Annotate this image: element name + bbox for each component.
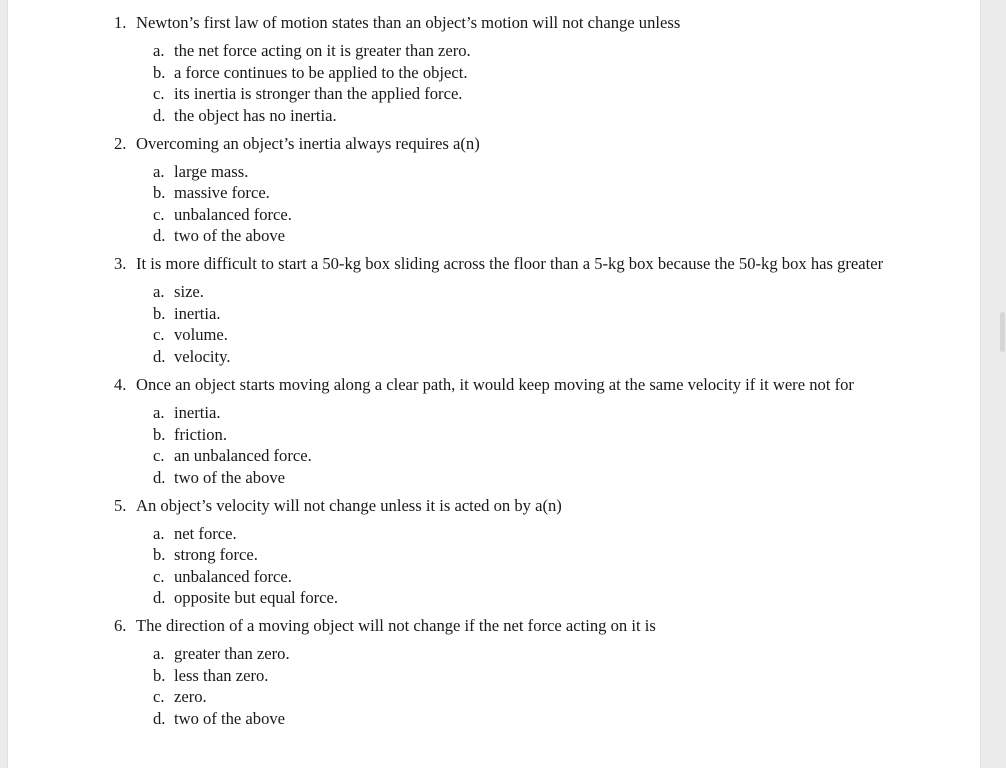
option-item[interactable] [153,303,904,325]
option-item[interactable] [153,40,904,62]
question-text: Newton’s first law of motion states than an object’s motion will not change unless [136,13,681,32]
option-text: the object has no inertia. [174,105,337,125]
option-letter: d. [153,226,166,246]
option-letter: c. [153,566,165,586]
option-item[interactable] [153,105,904,127]
option-text: two of the above [174,709,286,729]
question-text: The direction of a moving object will not change if the net force acting on it is [136,616,656,636]
option-item[interactable] [153,182,904,204]
option-text: velocity. [174,347,231,367]
option-text: unbalanced force. [174,566,292,586]
option-text: massive force. [174,183,270,203]
question-text: It is more difficult to start a 50-kg box sliding across the floor than a 5-kg box because the 50-kg box has greater [136,254,884,274]
question-text: An object’s velocity will not change unless it is acted on by a(n) [136,495,562,515]
scrollbar-thumb[interactable] [1000,312,1005,352]
option-text: friction. [174,424,227,444]
question-6 [114,615,904,729]
question-4 [114,374,904,488]
option-letter: b. [153,303,166,323]
option-letter: b. [153,545,166,565]
option-text: a force continues to be applied to the object. [174,62,468,82]
option-text: net force. [174,523,237,543]
option-letter: d. [153,105,166,125]
option-text: inertia. [174,402,221,422]
option-item[interactable] [153,566,904,588]
option-letter: a. [153,40,165,60]
option-letter: c. [153,325,165,345]
option-item[interactable] [153,402,904,424]
option-letter: b. [153,183,166,203]
option-text: large mass. [174,161,249,181]
option-text: an unbalanced force. [174,446,312,466]
option-list [136,643,904,729]
option-text: its inertia is stronger than the applied force. [174,84,463,104]
question-number: 4. [114,374,127,394]
option-item[interactable] [153,346,904,368]
document-page [8,0,980,768]
option-letter: a. [153,644,165,664]
option-letter: b. [153,424,166,444]
question-text: Once an object starts moving along a clear path, it would keep moving at the same velocity if it were not for [136,374,854,394]
option-text: opposite but equal force. [174,588,339,608]
option-item[interactable] [153,523,904,545]
option-item[interactable] [153,665,904,687]
option-item[interactable] [153,544,904,566]
option-letter: a. [153,402,165,422]
question-2 [114,133,904,247]
option-letter: c. [153,687,165,707]
option-text: greater than zero. [174,644,290,664]
option-item[interactable] [153,62,904,84]
option-list [136,281,904,367]
option-letter: b. [153,62,166,82]
question-1 [114,12,904,126]
option-list [136,402,904,488]
option-item[interactable] [153,204,904,226]
option-item[interactable] [153,686,904,708]
question-5 [114,495,904,609]
option-item[interactable] [153,643,904,665]
option-text: inertia. [174,303,221,323]
option-item[interactable] [153,424,904,446]
option-letter: a. [153,282,165,302]
question-list [114,12,904,736]
option-text: the net force acting on it is greater than zero. [174,40,471,60]
option-letter: a. [153,523,165,543]
option-letter: a. [153,161,165,181]
option-letter: c. [153,84,165,104]
question-3 [114,253,904,367]
option-text: two of the above [174,226,286,246]
option-letter: d. [153,467,166,487]
option-letter: b. [153,665,166,685]
option-letter: c. [153,446,165,466]
option-item[interactable] [153,445,904,467]
option-list [136,523,904,609]
option-item[interactable] [153,83,904,105]
option-text: strong force. [174,545,258,565]
option-letter: c. [153,204,165,224]
option-letter: d. [153,709,166,729]
option-letter: d. [153,588,166,608]
option-item[interactable] [153,161,904,183]
option-list [136,40,904,126]
option-letter: d. [153,347,166,367]
option-text: unbalanced force. [174,204,292,224]
option-item[interactable] [153,587,904,609]
option-text: volume. [174,325,228,345]
option-item[interactable] [153,324,904,346]
option-text: size. [174,282,204,302]
option-list [136,161,904,247]
option-item[interactable] [153,225,904,247]
option-text: less than zero. [174,665,269,685]
option-text: two of the above [174,467,286,487]
question-number: 1. [114,13,127,32]
option-item[interactable] [153,467,904,489]
question-number: 5. [114,495,127,515]
question-text: Overcoming an object’s inertia always requires a(n) [136,133,480,153]
question-number: 3. [114,254,127,274]
option-item[interactable] [153,708,904,730]
question-number: 6. [114,616,127,636]
question-number: 2. [114,133,127,153]
option-item[interactable] [153,281,904,303]
option-text: zero. [174,687,207,707]
